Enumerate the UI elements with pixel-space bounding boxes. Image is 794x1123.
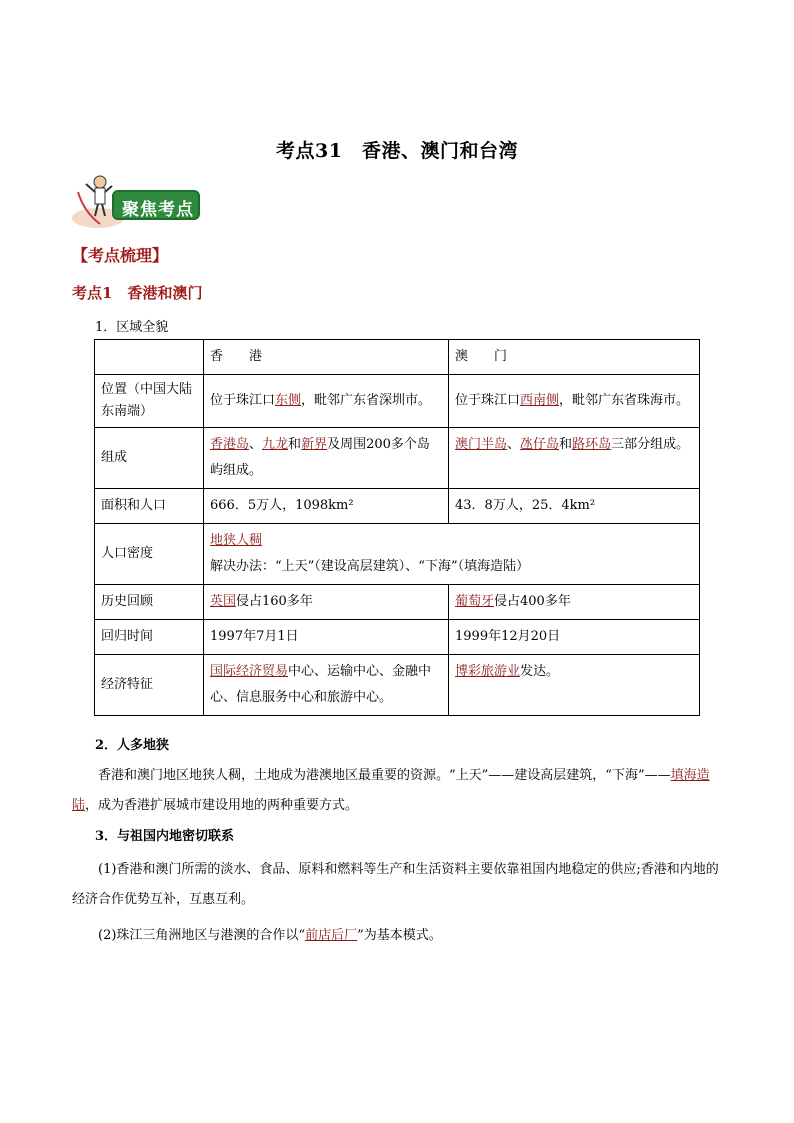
- table-row: [95, 655, 700, 716]
- header-cell: 澳 门: [449, 340, 700, 375]
- row-label: 回归时间: [95, 620, 204, 655]
- density-solution: 解决办法：“上天”（建设高层建筑）、“下海”（填海造陆）: [210, 559, 530, 574]
- row-label: 经济特征: [95, 655, 204, 716]
- hk-cell: 国际经济贸易中心、运输中心、金融中心、信息服务中心和旅游中心。: [204, 655, 449, 716]
- header-cell: [95, 340, 204, 375]
- hk-cell: 1997年7月1日: [204, 620, 449, 655]
- section-heading: 【考点梳理】: [72, 246, 169, 265]
- mo-cell: 澳门半岛、氹仔岛和路环岛三部分组成。: [449, 428, 700, 489]
- row-label: 历史回顾: [95, 585, 204, 620]
- kp-heading: 考点1 香港和澳门: [72, 284, 203, 302]
- banner-tag: [112, 190, 200, 220]
- banner-label: 聚焦考点: [122, 200, 194, 220]
- row-label: 组成: [95, 428, 204, 489]
- table-row: [95, 375, 700, 428]
- focus-banner: [70, 172, 205, 230]
- density-text: 地狭人稠: [210, 533, 263, 548]
- row-label: 位置（中国大陆东南端）: [95, 375, 204, 428]
- sec3-paragraph-1: (1)香港和澳门所需的淡水、食品、原料和燃料等生产和生活资料主要依靠祖国内地稳定的供应;香港和内地的经济合作优势互补，互惠互利。: [72, 862, 719, 907]
- sec3-heading: 3．与祖国内地密切联系: [95, 829, 235, 844]
- hk-cell: 香港岛、九龙和新界及周围200多个岛屿组成。: [204, 428, 449, 489]
- table-row: [95, 585, 700, 620]
- sec2-paragraph: 香港和澳门地区地狭人稠，土地成为港澳地区最重要的资源。“上天”——建设高层建筑，“下海”——填海造陆，成为香港扩展城市建设用地的两种重要方式。: [72, 768, 710, 813]
- hk-cell: 英国侵占160多年: [204, 585, 449, 620]
- table-row: [95, 428, 700, 489]
- subheading-1: 1．区域全貌: [95, 320, 169, 335]
- mo-cell: 葡萄牙侵占400多年: [449, 585, 700, 620]
- hk-cell: 666．5万人，1098km²: [204, 489, 449, 524]
- mo-cell: 博彩旅游业发达。: [449, 655, 700, 716]
- table-row: [95, 524, 700, 585]
- table-header-row: [95, 340, 700, 375]
- row-label: 人口密度: [95, 524, 204, 585]
- density-cell: [204, 524, 700, 585]
- sec2-heading: 2．人多地狭: [95, 738, 170, 753]
- region-table: [94, 339, 700, 716]
- hk-cell: 位于珠江口东侧，毗邻广东省深圳市。: [204, 375, 449, 428]
- sec3-paragraph-2: (2)珠江三角洲地区与港澳的合作以“前店后厂”为基本模式。: [98, 928, 442, 943]
- page-title: 考点31 香港、澳门和台湾: [276, 140, 518, 162]
- header-cell: 香 港: [204, 340, 449, 375]
- mo-cell: 位于珠江口西南侧，毗邻广东省珠海市。: [449, 375, 700, 428]
- table-row: [95, 620, 700, 655]
- table-row: [95, 489, 700, 524]
- row-label: 面积和人口: [95, 489, 204, 524]
- mo-cell: 43．8万人，25．4km²: [449, 489, 700, 524]
- mo-cell: 1999年12月20日: [449, 620, 700, 655]
